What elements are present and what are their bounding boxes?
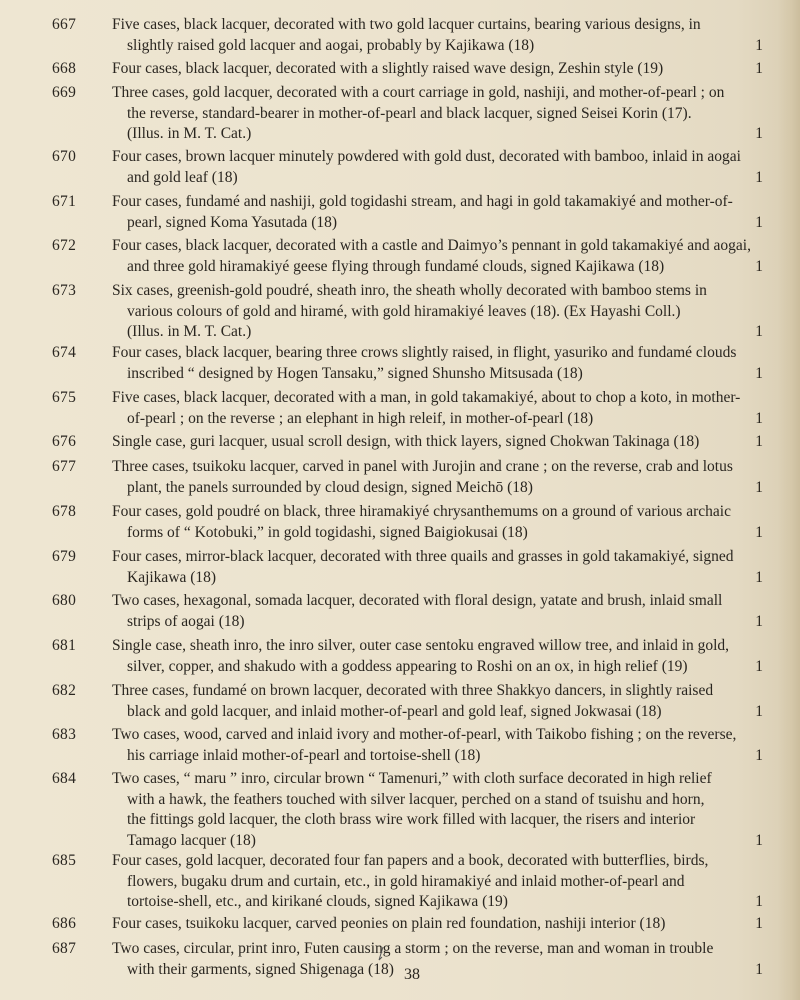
lot-quantity: 1 — [755, 257, 763, 275]
lot-number: 684 — [52, 770, 77, 787]
lot-description — [112, 343, 762, 384]
lot-description — [112, 636, 762, 677]
description-line: with their garments, signed Shigenaga (18) — [127, 960, 394, 978]
description-line: Five cases, black lacquer, decorated with a man, in gold takamakiyé, about to chop a koto, in mother- — [112, 389, 741, 406]
lot-description — [112, 388, 762, 429]
page-number: 38 — [404, 966, 420, 983]
description-line: strips of aogai (18) — [127, 612, 245, 630]
lot-description — [112, 236, 762, 277]
lot-description — [112, 502, 762, 543]
lot-number: 677 — [52, 458, 77, 475]
lot-number: 679 — [52, 548, 77, 565]
lot-description — [112, 725, 762, 766]
description-line: Two cases, hexagonal, somada lacquer, decorated with floral design, yatate and brush, inlaid small — [112, 592, 723, 609]
lot-quantity: 1 — [755, 213, 763, 231]
description-line: Single case, guri lacquer, usual scroll design, with thick layers, signed Chokwan Takinaga (18) — [112, 433, 700, 450]
lot-description — [112, 939, 762, 980]
lot-quantity: 1 — [755, 60, 763, 77]
description-line: Four cases, black lacquer, bearing three crows slightly raised, in flight, yasuriko and fundamé clouds — [112, 344, 737, 361]
lot-description — [112, 914, 762, 935]
lot-number: 671 — [52, 193, 77, 210]
lot-description — [112, 281, 762, 343]
description-line: black and gold lacquer, and inlaid mother-of-pearl and gold leaf, signed Jokwasai (18) — [127, 702, 662, 720]
lot-quantity: 1 — [755, 523, 763, 541]
lot-number: 674 — [52, 344, 77, 361]
description-line: Single case, sheath inro, the inro silver, outer case sentoku engraved willow tree, and inlaid in gold, — [112, 637, 730, 654]
description-line: Four cases, black lacquer, decorated with a slightly raised wave design, Zeshin style (19) — [112, 60, 664, 77]
description-line: Four cases, mirror-black lacquer, decorated with three quails and grasses in gold takamakiyé, signed — [112, 548, 734, 565]
description-line: Two cases, circular, print inro, Futen causing a storm ; on the reverse, man and woman in trouble — [112, 940, 714, 957]
description-line: forms of “ Kotobuki,” in gold togidashi, signed Baigiokusai (18) — [127, 523, 528, 541]
description-line: pearl, signed Koma Yasutada (18) — [127, 213, 338, 231]
lot-description — [112, 15, 762, 56]
description-line: and three gold hiramakiyé geese flying through fundamé clouds, signed Kajikawa (18) — [127, 257, 665, 275]
description-line: Three cases, tsuikoku lacquer, carved in panel with Jurojin and crane ; on the reverse, crab and lotus — [112, 458, 733, 475]
description-line: Six cases, greenish-gold poudré, sheath inro, the sheath wholly decorated with bamboo stems in — [112, 282, 707, 299]
lot-description — [112, 59, 762, 80]
lot-number: 672 — [52, 237, 77, 254]
lot-number: 675 — [52, 389, 77, 406]
description-line: (Illus. in M. T. Cat.) — [127, 323, 252, 340]
lot-quantity: 1 — [755, 323, 763, 340]
description-line: Four cases, black lacquer, decorated with a castle and Daimyo’s pennant in gold takamakiyé and aogai, — [112, 237, 751, 254]
lot-number: 680 — [52, 592, 77, 609]
description-line: inscribed “ designed by Hogen Tansaku,” signed Shunsho Mitsusada (18) — [127, 364, 583, 382]
pencil-mark — [376, 946, 386, 962]
lot-description — [112, 681, 762, 722]
lot-number: 670 — [52, 148, 77, 165]
lot-quantity: 1 — [755, 36, 763, 54]
lot-quantity: 1 — [755, 612, 763, 630]
description-line: tortoise-shell, etc., and kirikané clouds, signed Kajikawa (19) — [127, 893, 508, 910]
lot-number: 681 — [52, 637, 77, 654]
lot-quantity: 1 — [755, 125, 763, 142]
lot-number: 676 — [52, 433, 77, 450]
lot-quantity: 1 — [755, 893, 763, 910]
description-line: Five cases, black lacquer, decorated with two gold lacquer curtains, bearing various designs, in — [112, 16, 701, 33]
lot-quantity: 1 — [755, 478, 763, 496]
lot-description — [112, 83, 762, 145]
description-line: Four cases, gold lacquer, decorated four fan papers and a book, decorated with butterflies, birds, — [112, 852, 709, 869]
lot-number: 683 — [52, 726, 77, 743]
description-line: the reverse, standard-bearer in mother-of-pearl and black lacquer, signed Seisei Korin (17). — [127, 104, 692, 122]
description-line: his carriage inlaid mother-of-pearl and tortoise-shell (18) — [127, 746, 481, 764]
lot-quantity: 1 — [755, 657, 763, 675]
lot-quantity: 1 — [755, 915, 763, 932]
description-line: Two cases, wood, carved and inlaid ivory and mother-of-pearl, with Taikobo fishing ; on the reverse, — [112, 726, 737, 743]
description-line: Four cases, fundamé and nashiji, gold togidashi stream, and hagi in gold takamakiyé and mother-of- — [112, 193, 733, 210]
lot-number: 667 — [52, 16, 77, 33]
description-line: Four cases, tsuikoku lacquer, carved peonies on plain red foundation, nashiji interior (18) — [112, 915, 666, 932]
lot-quantity: 1 — [755, 433, 763, 450]
lot-description — [112, 147, 762, 188]
lot-quantity: 1 — [755, 702, 763, 720]
description-line: Four cases, brown lacquer minutely powdered with gold dust, decorated with bamboo, inlaid in aogai — [112, 148, 741, 165]
lot-number: 678 — [52, 503, 77, 520]
lot-description — [112, 457, 762, 498]
description-line: slightly raised gold lacquer and aogai, probably by Kajikawa (18) — [127, 36, 535, 54]
description-line: Three cases, fundamé on brown lacquer, decorated with three Shakkyo dancers, in slightly raised — [112, 682, 714, 699]
lot-quantity: 1 — [755, 409, 763, 427]
description-line: of-pearl ; on the reverse ; an elephant in high releif, in mother-of-pearl (18) — [127, 409, 594, 427]
description-line: and gold leaf (18) — [127, 168, 238, 186]
description-line: plant, the panels surrounded by cloud design, signed Meichō (18) — [127, 478, 533, 496]
lot-quantity: 1 — [755, 831, 763, 849]
lot-number: 685 — [52, 852, 77, 869]
description-line: flowers, bugaku drum and curtain, etc., in gold hiramakiyé and inlaid mother-of-pearl and — [127, 872, 685, 890]
lot-number: 673 — [52, 282, 77, 299]
lot-description — [112, 432, 762, 453]
description-line: Kajikawa (18) — [127, 568, 217, 586]
lot-description — [112, 851, 762, 913]
lot-number: 668 — [52, 60, 77, 77]
lot-quantity: 1 — [755, 746, 763, 764]
lot-description — [112, 192, 762, 233]
lot-number: 687 — [52, 940, 77, 957]
lot-description — [112, 591, 762, 632]
description-line: Three cases, gold lacquer, decorated with a court carriage in gold, nashiji, and mother-of-pearl ; on — [112, 84, 725, 101]
lot-quantity: 1 — [755, 960, 763, 978]
lot-description — [112, 769, 762, 851]
lot-quantity: 1 — [755, 168, 763, 186]
lot-description — [112, 547, 762, 588]
description-line: the fittings gold lacquer, the cloth brass wire work filled with lacquer, the risers and interior — [127, 811, 696, 828]
lot-quantity: 1 — [755, 364, 763, 382]
description-line: Two cases, “ maru ” inro, circular brown “ Tamenuri,” with cloth surface decorated in high relief — [112, 770, 712, 787]
page-edge-shadow — [778, 0, 800, 1000]
description-line: Four cases, gold poudré on black, three hiramakiyé chrysanthemums on a ground of various archaic — [112, 503, 731, 520]
description-line: silver, copper, and shakudo with a goddess appearing to Roshi on an ox, in high relief (19) — [127, 657, 688, 675]
lot-number: 669 — [52, 84, 77, 101]
description-line: with a hawk, the feathers touched with silver lacquer, perched on a stand of tsuishu and horn, — [127, 790, 705, 808]
description-line: (Illus. in M. T. Cat.) — [127, 125, 252, 142]
description-line: various colours of gold and hiramé, with gold hiramakiyé leaves (18). (Ex Hayashi Coll.) — [127, 302, 681, 320]
lot-number: 682 — [52, 682, 77, 699]
description-line: Tamago lacquer (18) — [127, 831, 256, 849]
lot-number: 686 — [52, 915, 77, 932]
lot-quantity: 1 — [755, 568, 763, 586]
